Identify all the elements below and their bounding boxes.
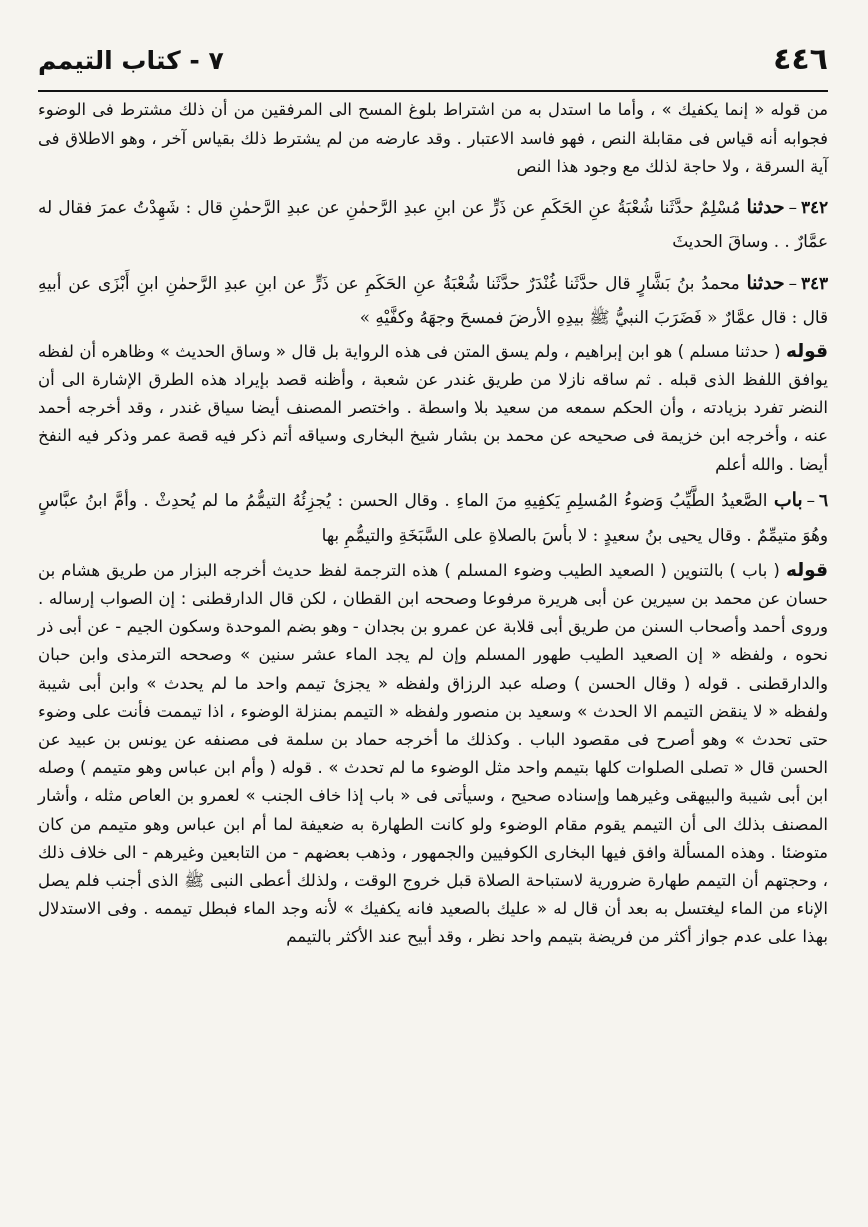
bab-lead: باب bbox=[773, 488, 803, 511]
hadith-number: ٣٤٣ bbox=[800, 272, 828, 293]
hadith-lead: حدثنا bbox=[746, 271, 785, 294]
bab-number: ٦ bbox=[818, 489, 828, 510]
commentary-text: ( حدثنا مسلم ) هو ابن إبراهيم ، ولم يسق المتن فى هذه الرواية بل قال « وساق الحديث » وظاهره أن لفظه يوافق اللفظ الذى قبله . ثم ساقه نازلا من طريق غندر عن شعبة ، وأظنه قصد بإيراد هذه الطرق الإشارة الى أن النضر تفرد بزيادته ، وأن الحكم سمعه من سعيد بلا واسطة . واختصر المصنف أيضا سياق غندر ، وقد أخرجه أحمد عنه ، وأخرجه ابن خزيمة فى صحيحه عن محمد بن بشار شيخ البخارى وسياقه أتم ذكر فيه قصة عمر وذكر فيه النفخ أيضا . والله أعلم bbox=[38, 341, 828, 474]
bab-heading-6: ٦–باب الصَّعيدُ الطَّيِّبُ وَضوءُ المُسلِمِ يَكفِيهِ منَ الماءِ . وقال الحسن : يُجزِئُهُ التيمُّمُ ما لم يُحدِثْ . وأمَّ ابنُ عبَّاسٍ وهُوَ متيمِّمٌ . وقال يحيى بنُ سعيدٍ : لا بأسَ بالصلاةِ على السَّبَخَةِ والتيمُّمِ بها bbox=[38, 488, 828, 545]
hadith-343: ٣٤٣–حدثنا محمدُ بنُ بَشَّارٍ قال حدَّثَنا غُنْدَرٌ حدَّثَنا شُعْبَةُ عنِ الحَكَمِ عن ذَرٍّ عن ابنِ عبدِ الرَّحمٰنِ ابنِ أَبْزَى عن أبيهِ قال : قال عمَّارٌ « فَضَرَبَ النبيُّ ﷺ بيدِهِ الأرضَ فمسحَ وجهَهُ وكفَّيْهِ » bbox=[38, 271, 828, 327]
commentary-lead: قوله bbox=[785, 559, 828, 581]
commentary-text: ( باب ) بالتنوين ( الصعيد الطيب وضوء المسلم ) هذه الترجمة لفظ حديث أخرجه البزار من طريق هشام بن حسان عن محمد بن سيرين عن أبى هريرة مرفوعا وصححه ابن القطان ، لكن قال الدارقطنى : إن الصواب إرساله . وروى أحمد وأصحاب السنن من طريق أبى قلابة عن عمرو بن بجدان - وهو بضم الموحدة وسكون الجيم - عن أبى ذر نحوه ، ولفظه « إن الصعيد الطيب طهور المسلم وإن لم يجد الماء عشر سنين » وصححه الترمذى وابن حبان والدارقطنى . قوله ( وقال الحسن ) وصله عبد الرزاق ولفظه « يجزئ تيمم واحد ما لم يحدث » وابن أبى شيبة ولفظه « لا ينقض التيمم الا الحدث » وسعيد بن منصور ولفظه « التيمم بمنزلة الوضوء ، اذا تيممت فأنت على وضوء حتى تحدث » وهو أصرح فى مقصود الباب . وكذلك ما أخرجه حماد بن سلمة فى مصنفه عن يونس بن عبيد عن الحسن قال « تصلى الصلوات كلها بتيمم واحد مثل الوضوء ما لم تحدث » . قوله ( وأم ابن عباس وهو متيمم ) وصله ابن أبى شيبة والبيهقى وغيرهما وإسناده صحيح ، وسيأتى فى « باب إذا خاف الجنب » لعمرو بن العاص مثله ، وأشار المصنف بذلك الى أن التيمم يقوم مقام الوضوء ولو كانت الطهارة به ضعيفة لما أم ابن عباس وهو متيمم من كان متوضئا . وهذه المسألة وافق فيها البخارى الكوفيين والجمهور ، وذهب بعضهم - من التابعين وغيرهم - الى خلاف ذلك ، وحجتهم أن التيمم طهارة ضرورية لاستباحة الصلاة قبل خروج الوقت ، ولذلك أعطى النبى ﷺ الذى أجنب فلم يصل الإناء من الماء ليغتسل به بعد أن قال له « عليك بالصعيد فانه يكفيك » لأنه وجد الماء فبطل تيممه . وفى الاستدلال بهذا على عدم جواز أكثر من فريضة بتيمم واحد نظر ، وقد أبيح عند الأكثر بالتيمم bbox=[38, 560, 828, 947]
commentary-lead: قوله bbox=[785, 340, 828, 362]
intro-paragraph bbox=[38, 96, 828, 182]
commentary-paragraph-1 bbox=[38, 338, 828, 479]
chapter-title: ٧ - كتاب التيمم bbox=[38, 46, 224, 75]
hadith-lead: حدثنا bbox=[746, 195, 785, 218]
page-number: ٤٤٦ bbox=[773, 42, 828, 77]
hadith-text: مُسْلِمٌ حدَّثَنا شُعْبَةُ عنِ الحَكَمِ عن ذَرٍّ عن ابنِ عبدِ الرَّحمٰنِ عن عبدِ الرَّحمٰنِ قال : شَهِدْتُ عمرَ فقال له عمَّارٌ . . وساقَ الحديثَ bbox=[38, 196, 828, 251]
hadith-text: محمدُ بنُ بَشَّارٍ قال حدَّثَنا غُنْدَرٌ حدَّثَنا شُعْبَةُ عنِ الحَكَمِ عن ذَرٍّ عن ابنِ عبدِ الرَّحمٰنِ ابنِ أَبْزَى عن أبيهِ قال : قال عمَّارٌ « فَضَرَبَ النبيُّ ﷺ بيدِهِ الأرضَ فمسحَ وجهَهُ وكفَّيْهِ » bbox=[38, 272, 828, 327]
page-body bbox=[38, 96, 828, 1177]
hadith-342: ٣٤٢–حدثنا مُسْلِمٌ حدَّثَنا شُعْبَةُ عنِ الحَكَمِ عن ذَرٍّ عن ابنِ عبدِ الرَّحمٰنِ عن عبدِ الرَّحمٰنِ قال : شَهِدْتُ عمرَ فقال له عمَّارٌ . . وساقَ الحديثَ bbox=[38, 195, 828, 251]
bab-text: الصَّعيدُ الطَّيِّبُ وَضوءُ المُسلِمِ يَكفِيهِ منَ الماءِ . وقال الحسن : يُجزِئُهُ التيمُّمُ ما لم يُحدِثْ . وأمَّ ابنُ عبَّاسٍ وهُوَ متيمِّمٌ . وقال يحيى بنُ سعيدٍ : لا بأسَ بالصلاةِ على السَّبَخَةِ والتيمُّمِ بها bbox=[38, 489, 828, 545]
hadith-number: ٣٤٢ bbox=[800, 196, 828, 217]
intro-text: من قوله « إنما يكفيك » ، وأما ما استدل به من اشتراط بلوغ المسح الى المرفقين من أن ذلك مشترط فى الوضوء فجوابه أنه قياس فى مقابلة النص ، فهو فاسد الاعتبار . وقد عارضه من لم يشترط ذلك بقياس آخر ، وهو الاطلاق فى آية السرقة ، ولا حاجة لذلك مع وجود هذا النص bbox=[38, 100, 828, 177]
page-header bbox=[38, 40, 828, 92]
commentary-paragraph-2 bbox=[38, 557, 828, 952]
